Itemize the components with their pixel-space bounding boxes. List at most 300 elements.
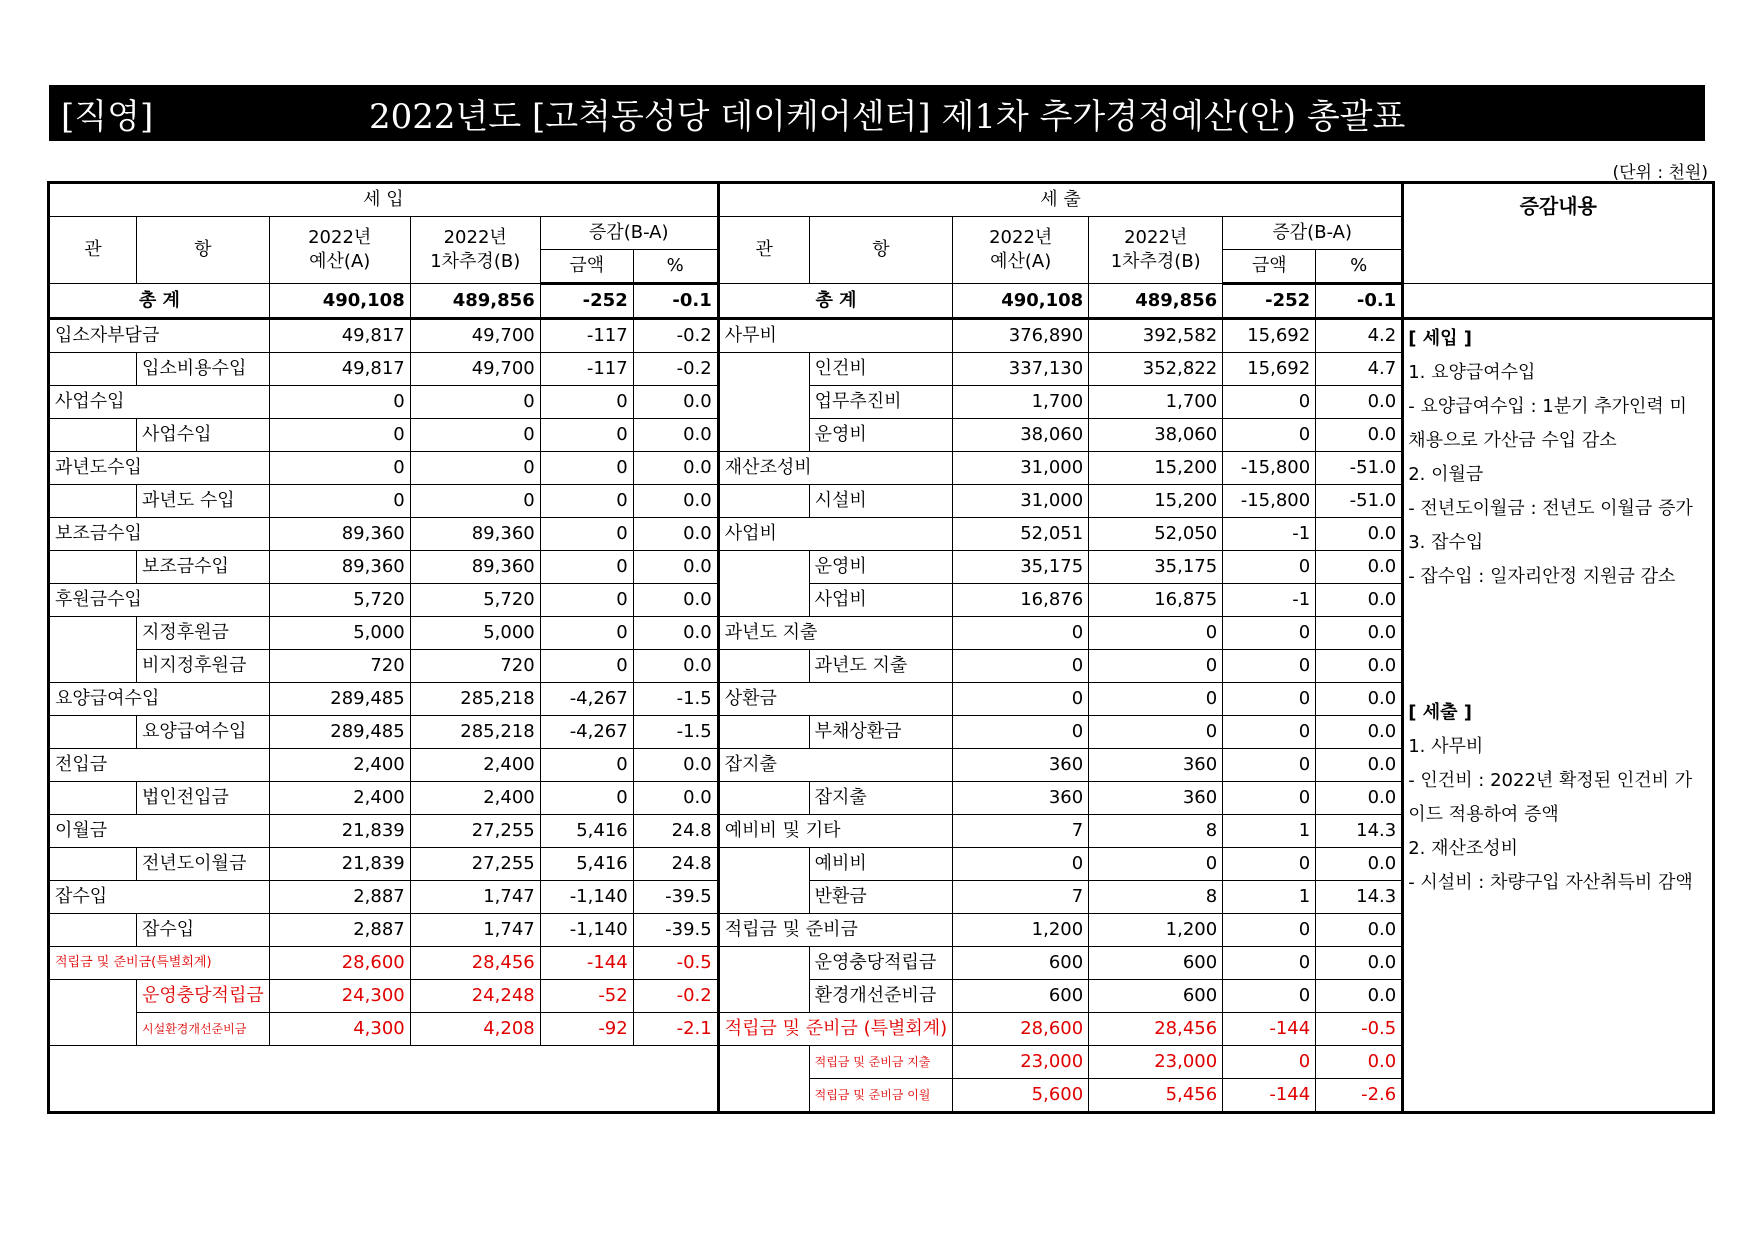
expense-percent-header: %	[1316, 250, 1403, 284]
income-gwan-header: 관	[49, 217, 137, 284]
income-change-percent: -1.5	[633, 716, 718, 749]
expense-total-amount: -252	[1223, 284, 1316, 319]
expense-category: 잡지출	[718, 749, 952, 782]
income-change-percent: -1.5	[633, 683, 718, 716]
income-budget-a: 49,817	[269, 353, 410, 386]
expense-budget-a-header: 2022년 예산(A)	[953, 217, 1089, 284]
expense-category: 과년도 지출	[718, 617, 952, 650]
expense-total-a: 490,108	[953, 284, 1089, 319]
income-change-percent: 0.0	[633, 386, 718, 419]
expense-budget-b: 16,875	[1089, 584, 1223, 617]
income-change-amount: 0	[540, 386, 633, 419]
expense-budget-a: 1,700	[953, 386, 1089, 419]
income-change-percent: -0.2	[633, 319, 718, 353]
income-budget-b: 24,248	[410, 980, 540, 1013]
income-change-percent: 24.8	[633, 815, 718, 848]
expense-budget-a: 7	[953, 815, 1089, 848]
expense-category: 사업비	[718, 518, 952, 551]
income-change-amount: 0	[540, 782, 633, 815]
income-change-amount: 5,416	[540, 848, 633, 881]
expense-change-amount: 0	[1223, 848, 1316, 881]
income-budget-a: 0	[269, 419, 410, 452]
document-title: 2022년도 [고척동성당 데이케어센터] 제1차 추가경정예산(안) 총괄표	[369, 96, 1406, 137]
income-change-amount: -144	[540, 947, 633, 980]
expense-budget-a: 376,890	[953, 319, 1089, 353]
expense-category-blank	[718, 419, 809, 452]
expense-change-amount: -15,800	[1223, 452, 1316, 485]
expense-subcategory: 환경개선준비금	[809, 980, 953, 1013]
expense-change-amount: 0	[1223, 551, 1316, 584]
expense-budget-a: 7	[953, 881, 1089, 914]
income-subcategory: 과년도 수입	[137, 485, 270, 518]
income-budget-a: 0	[269, 452, 410, 485]
income-budget-a: 0	[269, 386, 410, 419]
income-budget-a: 21,839	[269, 848, 410, 881]
expense-change-percent: 0.0	[1316, 914, 1403, 947]
income-change-percent: 0.0	[633, 617, 718, 650]
expense-change-amount: 0	[1223, 1046, 1316, 1079]
note-line: 채용으로 가산금 수입 감소	[1408, 430, 1617, 451]
income-amount-header: 금액	[540, 250, 633, 284]
income-subcategory: 요양급여수입	[137, 716, 270, 749]
income-category: 후원금수입	[49, 584, 270, 617]
notes-total-blank	[1403, 284, 1714, 319]
expense-budget-a: 0	[953, 716, 1089, 749]
note-line: 1. 요양급여수입	[1408, 362, 1536, 383]
income-total-amount: -252	[540, 284, 633, 319]
expense-change-amount: 0	[1223, 386, 1316, 419]
table-row	[49, 319, 1714, 353]
income-change-amount: 0	[540, 749, 633, 782]
income-section-header: 세 입	[49, 183, 719, 217]
expense-category-blank	[718, 1046, 809, 1079]
expense-amount-header: 금액	[1223, 250, 1316, 284]
expense-category: 예비비 및 기타	[718, 815, 952, 848]
expense-budget-b: 15,200	[1089, 452, 1223, 485]
expense-change-percent: 4.2	[1316, 319, 1403, 353]
expense-category: 사무비	[718, 319, 952, 353]
expense-change-amount: -15,800	[1223, 485, 1316, 518]
income-category-blank	[49, 782, 137, 815]
expense-budget-b: 52,050	[1089, 518, 1223, 551]
expense-budget-b: 0	[1089, 848, 1223, 881]
note-line: 이드 적용하여 증액	[1408, 804, 1559, 825]
income-budget-b: 27,255	[410, 815, 540, 848]
income-total-a: 490,108	[269, 284, 410, 319]
income-change-amount: 0	[540, 617, 633, 650]
income-category-blank	[49, 980, 137, 1013]
note-line: 2. 이월금	[1408, 464, 1484, 485]
income-budget-b: 0	[410, 452, 540, 485]
title-bar	[49, 85, 1705, 141]
expense-category-blank	[718, 650, 809, 683]
expense-change-amount: 0	[1223, 650, 1316, 683]
expense-budget-b: 38,060	[1089, 419, 1223, 452]
income-change-percent: 0.0	[633, 485, 718, 518]
income-budget-b: 49,700	[410, 319, 540, 353]
income-budget-b: 0	[410, 386, 540, 419]
expense-budget-b-header: 2022년 1차추경(B)	[1089, 217, 1223, 284]
income-change-percent: 0.0	[633, 749, 718, 782]
expense-change-percent: 0.0	[1316, 749, 1403, 782]
expense-change-percent: -51.0	[1316, 452, 1403, 485]
expense-budget-b: 28,456	[1089, 1013, 1223, 1046]
notes-header: 증감내용	[1403, 183, 1714, 284]
income-budget-a: 2,400	[269, 782, 410, 815]
expense-category-blank	[718, 485, 809, 518]
income-change-percent: -39.5	[633, 881, 718, 914]
note-line: 2. 재산조성비	[1408, 838, 1519, 859]
expense-category: 적립금 및 준비금 (특별회계)	[718, 1013, 952, 1046]
income-category: 이월금	[49, 815, 270, 848]
note-line	[1408, 662, 1708, 696]
income-budget-a-header: 2022년 예산(A)	[269, 217, 410, 284]
expense-budget-b: 1,200	[1089, 914, 1223, 947]
expense-change-percent: 0.0	[1316, 848, 1403, 881]
expense-category-blank	[718, 1079, 809, 1113]
income-change-percent: 0.0	[633, 419, 718, 452]
income-budget-b: 285,218	[410, 683, 540, 716]
income-total-percent: -0.1	[633, 284, 718, 319]
income-change-amount: 0	[540, 485, 633, 518]
expense-budget-b: 600	[1089, 947, 1223, 980]
income-budget-a: 89,360	[269, 518, 410, 551]
expense-category-blank	[718, 551, 809, 584]
income-change-percent: -0.5	[633, 947, 718, 980]
expense-change-amount: 1	[1223, 815, 1316, 848]
income-change-percent: 0.0	[633, 650, 718, 683]
expense-change-percent: 0.0	[1316, 584, 1403, 617]
expense-budget-a: 38,060	[953, 419, 1089, 452]
expense-budget-b: 23,000	[1089, 1046, 1223, 1079]
income-budget-a: 89,360	[269, 551, 410, 584]
expense-category: 재산조성비	[718, 452, 952, 485]
income-budget-a: 2,887	[269, 914, 410, 947]
expense-budget-b: 352,822	[1089, 353, 1223, 386]
income-budget-b: 5,720	[410, 584, 540, 617]
income-budget-b: 49,700	[410, 353, 540, 386]
expense-budget-b: 0	[1089, 650, 1223, 683]
income-category-blank	[49, 617, 137, 650]
income-budget-b-header: 2022년 1차추경(B)	[410, 217, 540, 284]
expense-change-amount: 0	[1223, 683, 1316, 716]
income-change-amount: 0	[540, 584, 633, 617]
expense-budget-a: 35,175	[953, 551, 1089, 584]
income-budget-b: 2,400	[410, 749, 540, 782]
income-budget-a: 28,600	[269, 947, 410, 980]
expense-subcategory: 사업비	[809, 584, 953, 617]
income-budget-b: 2,400	[410, 782, 540, 815]
expense-subcategory: 운영충당적립금	[809, 947, 953, 980]
expense-budget-b: 8	[1089, 815, 1223, 848]
expense-subcategory: 적립금 및 준비금 이월	[809, 1079, 953, 1113]
income-subcategory: 전년도이월금	[137, 848, 270, 881]
unit-label: (단위 : 천원)	[1612, 163, 1708, 183]
income-change-percent: 24.8	[633, 848, 718, 881]
note-line: [ 세출 ]	[1408, 702, 1472, 723]
income-budget-a: 4,300	[269, 1013, 410, 1046]
income-budget-b: 1,747	[410, 914, 540, 947]
expense-change-amount: -144	[1223, 1013, 1316, 1046]
income-change-amount: -117	[540, 319, 633, 353]
income-change-amount: 0	[540, 419, 633, 452]
income-change-amount: -4,267	[540, 716, 633, 749]
expense-budget-b: 392,582	[1089, 319, 1223, 353]
expense-budget-a: 0	[953, 683, 1089, 716]
note-line: - 인건비 : 2022년 확정된 인건비 가	[1408, 770, 1693, 791]
expense-budget-a: 360	[953, 749, 1089, 782]
expense-category-blank	[718, 386, 809, 419]
expense-change-percent: 14.3	[1316, 881, 1403, 914]
expense-change-percent: 0.0	[1316, 683, 1403, 716]
expense-change-header: 증감(B-A)	[1223, 217, 1403, 250]
expense-change-amount: 0	[1223, 914, 1316, 947]
expense-change-percent: 4.7	[1316, 353, 1403, 386]
income-change-percent: -2.1	[633, 1013, 718, 1046]
expense-section-header: 세 출	[718, 183, 1402, 217]
income-change-header: 증감(B-A)	[540, 217, 718, 250]
income-budget-b: 0	[410, 485, 540, 518]
expense-subcategory: 예비비	[809, 848, 953, 881]
expense-hang-header: 항	[809, 217, 953, 284]
income-category-blank	[49, 419, 137, 452]
expense-category-blank	[718, 716, 809, 749]
income-change-percent: 0.0	[633, 518, 718, 551]
expense-total-percent: -0.1	[1316, 284, 1403, 319]
expense-budget-a: 0	[953, 650, 1089, 683]
expense-budget-a: 600	[953, 980, 1089, 1013]
income-category: 입소자부담금	[49, 319, 270, 353]
note-line: 3. 잡수입	[1408, 532, 1484, 553]
income-budget-b: 1,747	[410, 881, 540, 914]
expense-total-b: 489,856	[1089, 284, 1223, 319]
expense-change-amount: 0	[1223, 419, 1316, 452]
income-budget-b: 5,000	[410, 617, 540, 650]
expense-budget-b: 15,200	[1089, 485, 1223, 518]
note-line: - 시설비 : 차량구입 자산취득비 감액	[1408, 872, 1693, 893]
expense-budget-b: 5,456	[1089, 1079, 1223, 1113]
expense-change-percent: 0.0	[1316, 980, 1403, 1013]
expense-budget-a: 337,130	[953, 353, 1089, 386]
income-change-amount: 0	[540, 650, 633, 683]
expense-change-percent: 0.0	[1316, 419, 1403, 452]
expense-budget-a: 23,000	[953, 1046, 1089, 1079]
expense-category: 상환금	[718, 683, 952, 716]
income-category: 사업수입	[49, 386, 270, 419]
expense-change-percent: 0.0	[1316, 617, 1403, 650]
income-budget-a: 5,720	[269, 584, 410, 617]
income-budget-a: 0	[269, 485, 410, 518]
expense-category-blank	[718, 947, 809, 980]
income-subcategory: 입소비용수입	[137, 353, 270, 386]
note-line: [ 세입 ]	[1408, 328, 1472, 349]
expense-budget-b: 0	[1089, 683, 1223, 716]
income-category-blank	[49, 353, 137, 386]
income-category: 전입금	[49, 749, 270, 782]
expense-budget-a: 31,000	[953, 485, 1089, 518]
expense-budget-a: 360	[953, 782, 1089, 815]
expense-change-percent: -0.5	[1316, 1013, 1403, 1046]
expense-change-amount: 0	[1223, 980, 1316, 1013]
expense-change-amount: 15,692	[1223, 319, 1316, 353]
expense-budget-a: 5,600	[953, 1079, 1089, 1113]
expense-category-blank	[718, 980, 809, 1013]
income-change-amount: -1,140	[540, 881, 633, 914]
income-change-percent: -0.2	[633, 353, 718, 386]
income-total-b: 489,856	[410, 284, 540, 319]
income-category-blank	[49, 650, 137, 683]
income-budget-a: 24,300	[269, 980, 410, 1013]
expense-change-amount: -1	[1223, 584, 1316, 617]
expense-budget-a: 600	[953, 947, 1089, 980]
expense-change-amount: -1	[1223, 518, 1316, 551]
income-budget-b: 285,218	[410, 716, 540, 749]
income-budget-b: 89,360	[410, 551, 540, 584]
income-percent-header: %	[633, 250, 718, 284]
expense-subcategory: 인건비	[809, 353, 953, 386]
expense-budget-b: 8	[1089, 881, 1223, 914]
income-total-label: 총 계	[49, 284, 270, 319]
expense-change-amount: 15,692	[1223, 353, 1316, 386]
expense-change-amount: 0	[1223, 617, 1316, 650]
expense-budget-b: 35,175	[1089, 551, 1223, 584]
expense-budget-a: 28,600	[953, 1013, 1089, 1046]
expense-change-percent: 0.0	[1316, 1046, 1403, 1079]
income-change-amount: -52	[540, 980, 633, 1013]
income-hang-header: 항	[137, 217, 270, 284]
expense-subcategory: 운영비	[809, 551, 953, 584]
expense-budget-a: 1,200	[953, 914, 1089, 947]
income-budget-a: 289,485	[269, 683, 410, 716]
income-change-percent: -39.5	[633, 914, 718, 947]
expense-change-percent: 0.0	[1316, 947, 1403, 980]
expense-budget-a: 0	[953, 848, 1089, 881]
income-budget-a: 21,839	[269, 815, 410, 848]
income-subcategory: 지정후원금	[137, 617, 270, 650]
expense-change-amount: -144	[1223, 1079, 1316, 1113]
income-category-blank	[49, 551, 137, 584]
expense-subcategory: 시설비	[809, 485, 953, 518]
income-change-amount: 0	[540, 551, 633, 584]
expense-category-blank	[718, 848, 809, 881]
change-notes	[1403, 319, 1714, 1113]
expense-subcategory: 운영비	[809, 419, 953, 452]
income-subcategory: 보조금수입	[137, 551, 270, 584]
expense-subcategory: 적립금 및 준비금 지출	[809, 1046, 953, 1079]
income-subcategory: 운영충당적립금	[137, 980, 270, 1013]
income-change-amount: -117	[540, 353, 633, 386]
income-budget-a: 289,485	[269, 716, 410, 749]
category-tag: [직영]	[61, 96, 154, 137]
note-line: - 전년도이월금 : 전년도 이월금 증가	[1408, 498, 1693, 519]
expense-change-percent: 14.3	[1316, 815, 1403, 848]
expense-change-amount: 0	[1223, 716, 1316, 749]
expense-category-blank	[718, 584, 809, 617]
income-subcategory: 잡수입	[137, 914, 270, 947]
expense-change-percent: 0.0	[1316, 551, 1403, 584]
expense-budget-b: 0	[1089, 716, 1223, 749]
income-category: 요양급여수입	[49, 683, 270, 716]
expense-change-percent: 0.0	[1316, 650, 1403, 683]
expense-subcategory: 잡지출	[809, 782, 953, 815]
income-subcategory: 시설환경개선준비금	[137, 1013, 270, 1046]
income-change-amount: 0	[540, 518, 633, 551]
income-budget-a: 2,887	[269, 881, 410, 914]
expense-gwan-header: 관	[718, 217, 809, 284]
note-line: - 요양급여수입 : 1분기 추가인력 미	[1408, 396, 1687, 417]
expense-change-percent: 0.0	[1316, 518, 1403, 551]
expense-budget-b: 360	[1089, 749, 1223, 782]
expense-subcategory: 업무추진비	[809, 386, 953, 419]
expense-change-percent: 0.0	[1316, 782, 1403, 815]
income-category: 과년도수입	[49, 452, 270, 485]
income-change-amount: -4,267	[540, 683, 633, 716]
income-change-amount: -92	[540, 1013, 633, 1046]
note-line: - 잡수입 : 일자리안정 지원금 감소	[1408, 566, 1676, 587]
expense-change-percent: -2.6	[1316, 1079, 1403, 1113]
expense-budget-b: 360	[1089, 782, 1223, 815]
note-line	[1408, 628, 1708, 662]
income-change-percent: -0.2	[633, 980, 718, 1013]
expense-change-amount: 0	[1223, 947, 1316, 980]
expense-subcategory: 부채상환금	[809, 716, 953, 749]
expense-budget-a: 16,876	[953, 584, 1089, 617]
income-budget-b: 4,208	[410, 1013, 540, 1046]
income-subcategory: 사업수입	[137, 419, 270, 452]
income-category: 잡수입	[49, 881, 270, 914]
expense-category-blank	[718, 881, 809, 914]
expense-budget-b: 1,700	[1089, 386, 1223, 419]
income-change-amount: 0	[540, 452, 633, 485]
income-category: 적립금 및 준비금(특별회계)	[49, 947, 270, 980]
income-budget-b: 720	[410, 650, 540, 683]
expense-budget-a: 0	[953, 617, 1089, 650]
expense-subcategory: 반환금	[809, 881, 953, 914]
expense-subcategory: 과년도 지출	[809, 650, 953, 683]
expense-change-amount: 0	[1223, 749, 1316, 782]
income-subcategory: 법인전입금	[137, 782, 270, 815]
expense-change-amount: 1	[1223, 881, 1316, 914]
income-category-blank	[49, 485, 137, 518]
income-change-percent: 0.0	[633, 584, 718, 617]
expense-budget-a: 31,000	[953, 452, 1089, 485]
income-change-percent: 0.0	[633, 452, 718, 485]
income-budget-a: 5,000	[269, 617, 410, 650]
income-budget-b: 28,456	[410, 947, 540, 980]
budget-summary-table	[47, 181, 1715, 1114]
expense-budget-b: 600	[1089, 980, 1223, 1013]
expense-category: 적립금 및 준비금	[718, 914, 952, 947]
income-subcategory: 비지정후원금	[137, 650, 270, 683]
expense-change-amount: 0	[1223, 782, 1316, 815]
income-budget-b: 0	[410, 419, 540, 452]
expense-change-percent: -51.0	[1316, 485, 1403, 518]
expense-category-blank	[718, 353, 809, 386]
income-category: 보조금수입	[49, 518, 270, 551]
expense-total-label: 총 계	[718, 284, 952, 319]
income-category-blank	[49, 848, 137, 881]
income-change-percent: 0.0	[633, 782, 718, 815]
income-change-amount: -1,140	[540, 914, 633, 947]
income-budget-b: 89,360	[410, 518, 540, 551]
income-category-blank	[49, 1013, 137, 1046]
income-category-blank	[49, 914, 137, 947]
income-budget-a: 720	[269, 650, 410, 683]
income-category-blank	[49, 716, 137, 749]
expense-budget-a: 52,051	[953, 518, 1089, 551]
expense-change-percent: 0.0	[1316, 716, 1403, 749]
income-budget-a: 49,817	[269, 319, 410, 353]
